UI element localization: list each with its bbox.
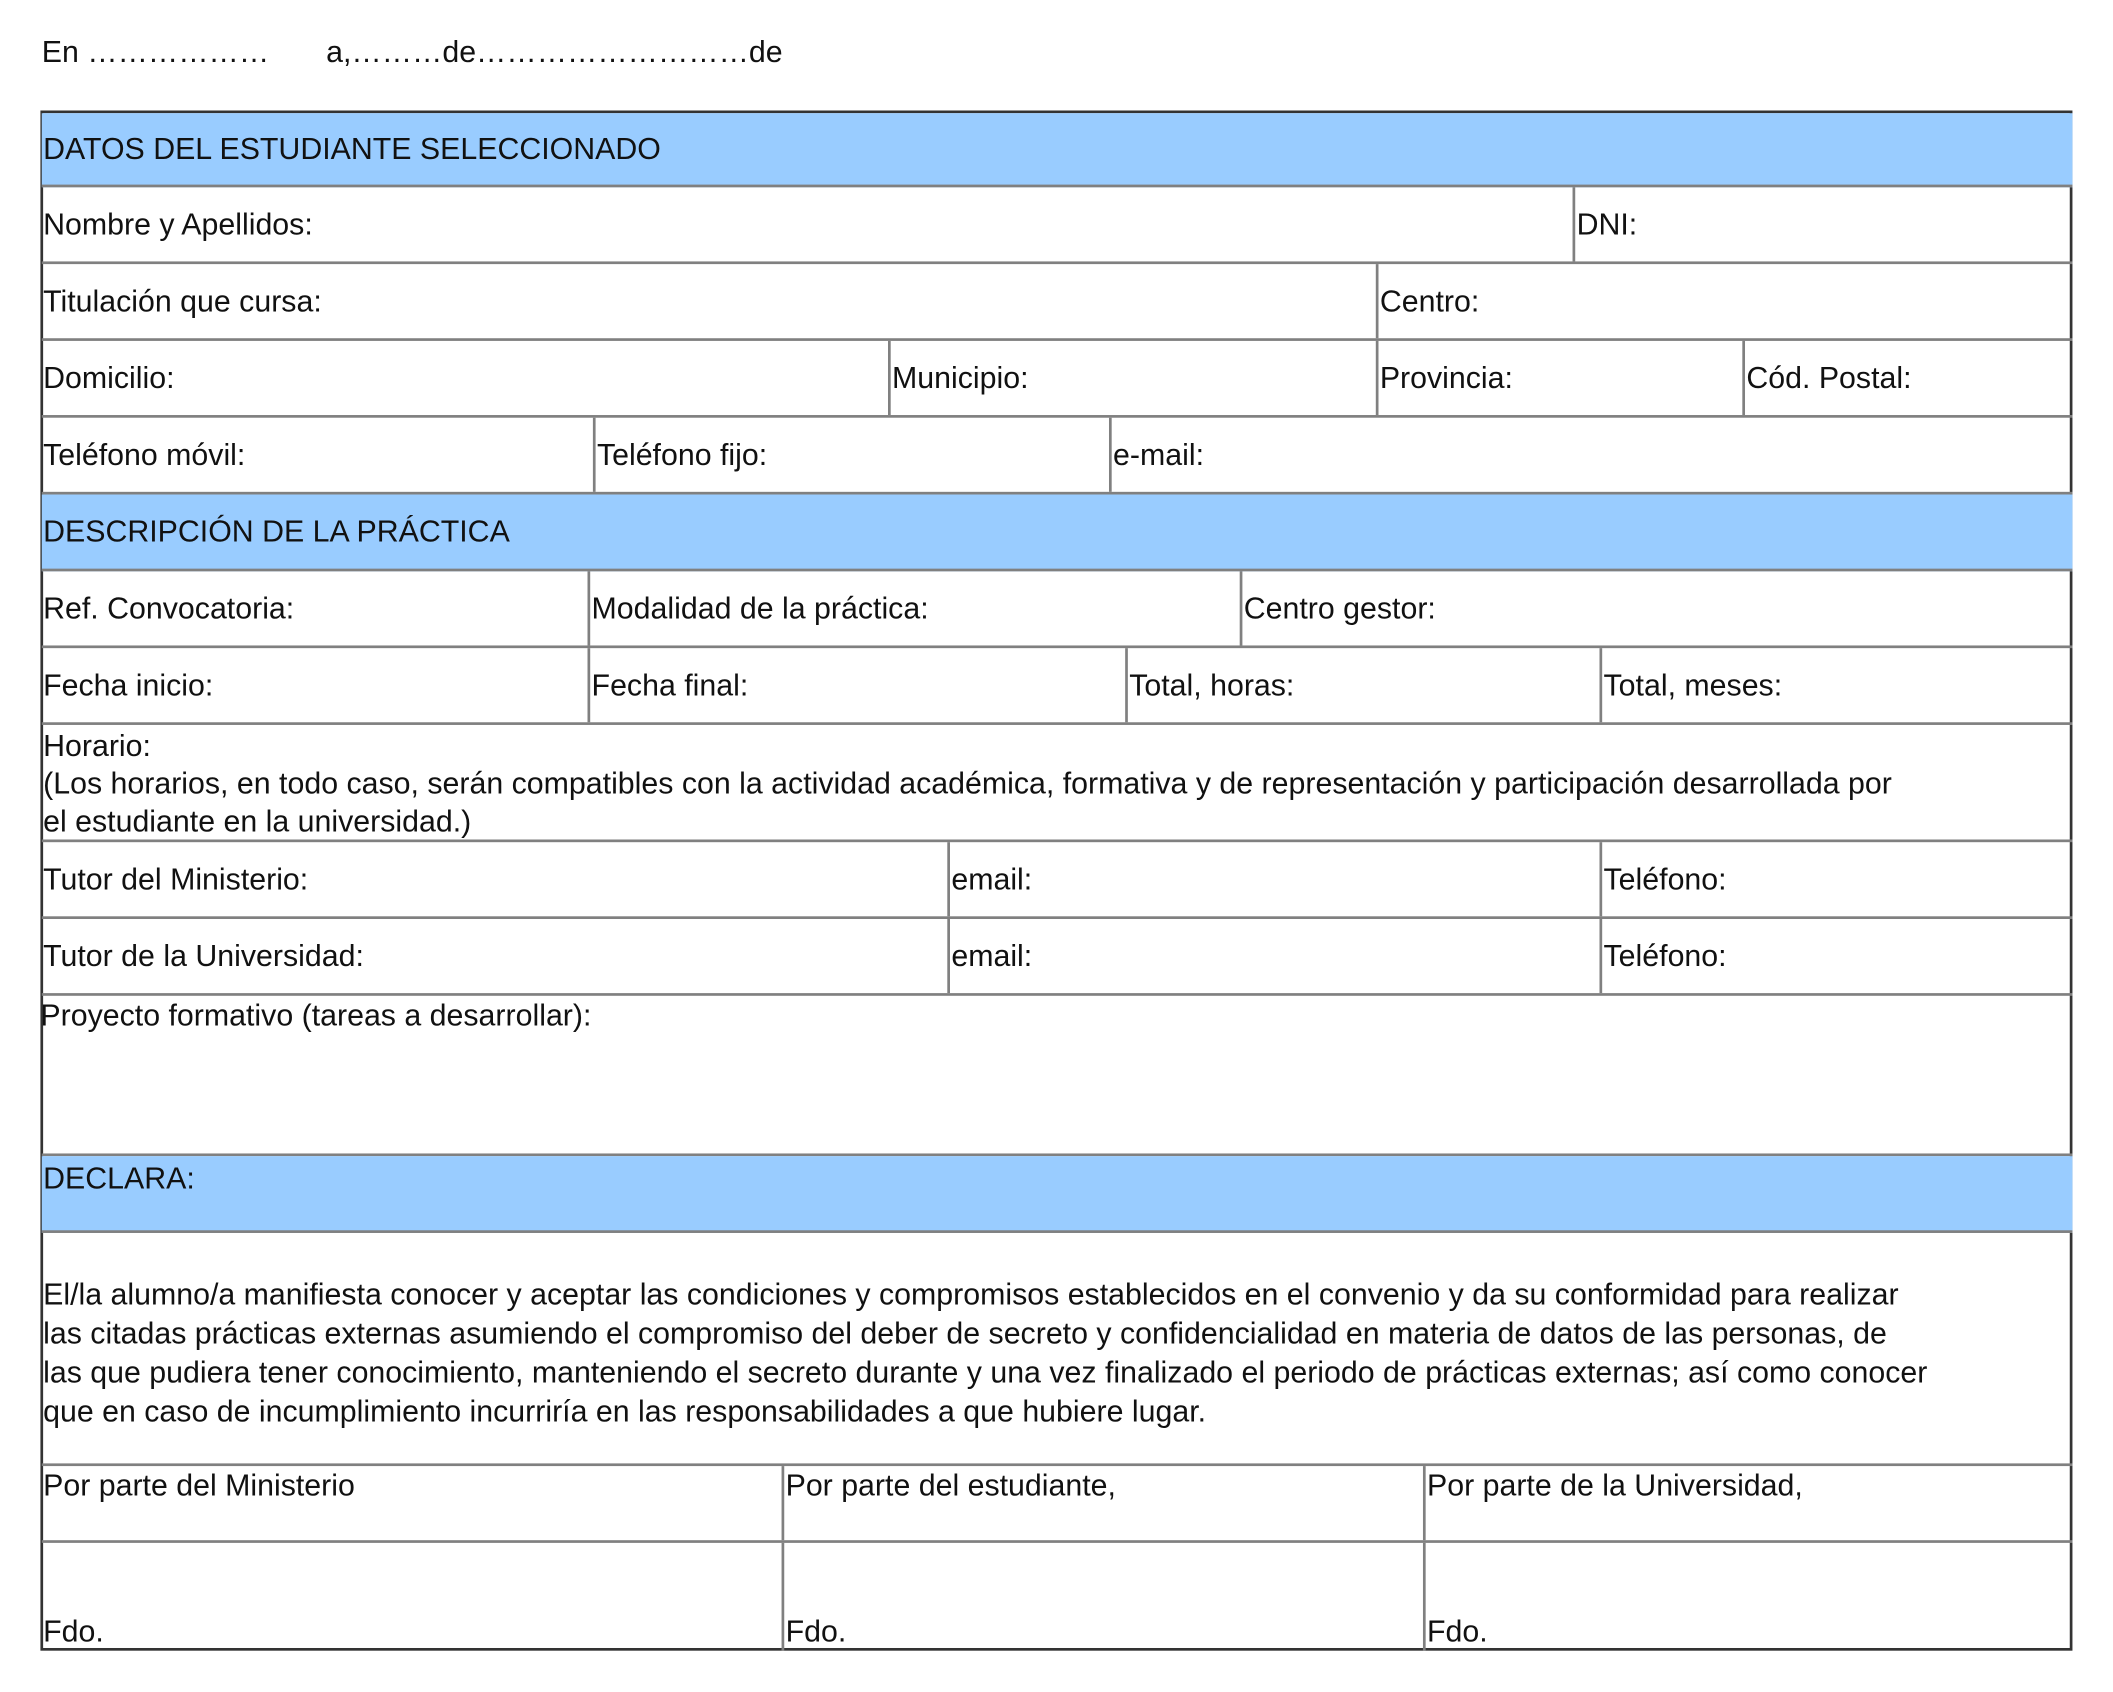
row-dates xyxy=(42,648,2073,725)
field-fijo[interactable]: Teléfono fijo: xyxy=(593,418,1109,492)
declaration-text xyxy=(43,1275,2074,1431)
horario-note: (Los horarios, en todo caso, serán compatibles con la actividad académica, formativa y de representación y participación desarrollada por xyxy=(43,766,1892,801)
field-centro[interactable]: Centro: xyxy=(1376,264,2073,338)
field-modalidad[interactable]: Modalidad de la práctica: xyxy=(588,571,1240,645)
section-header-student xyxy=(42,113,2073,187)
signature-field-universidad[interactable]: Fdo. xyxy=(1423,1543,2072,1651)
row-degree xyxy=(42,264,2073,341)
field-tutor-ministerio-telefono[interactable]: Teléfono: xyxy=(1599,842,2072,916)
field-total-meses[interactable]: Total, meses: xyxy=(1599,648,2072,722)
field-tutor-universidad-email[interactable]: email: xyxy=(947,919,1599,993)
field-nombre[interactable]: Nombre y Apellidos: xyxy=(43,206,313,241)
row-signatures xyxy=(42,1543,2073,1651)
field-total-horas[interactable]: Total, horas: xyxy=(1125,648,1599,722)
row-tutor-ministerio xyxy=(42,842,2073,919)
field-tutor-universidad[interactable]: Tutor de la Universidad: xyxy=(43,938,364,973)
field-movil[interactable]: Teléfono móvil: xyxy=(43,437,246,471)
horario-label: Horario: xyxy=(43,728,151,763)
field-tutor-ministerio-email[interactable]: email: xyxy=(947,842,1599,916)
signature-field-estudiante[interactable]: Fdo. xyxy=(782,1543,1423,1651)
row-tutor-universidad xyxy=(42,919,2073,996)
row-horario[interactable] xyxy=(42,725,2073,842)
row-phones xyxy=(42,418,2073,495)
field-codigo-postal[interactable]: Cód. Postal: xyxy=(1742,341,2072,415)
horario-note: el estudiante en la universidad.) xyxy=(43,804,472,839)
section-title: DECLARA: xyxy=(43,1161,195,1196)
row-name xyxy=(42,187,2073,264)
row-signature-labels xyxy=(42,1466,2073,1543)
field-titulacion[interactable]: Titulación que cursa: xyxy=(43,283,322,318)
declaration-line: El/la alumno/a manifiesta conocer y aceptar las condiciones y compromisos establecidos en el convenio y da su conformidad para realizar xyxy=(43,1277,1899,1312)
signature-label-ministerio: Por parte del Ministerio xyxy=(43,1468,355,1503)
signature-field-ministerio[interactable]: Fdo. xyxy=(43,1614,104,1648)
declaration-line: las que pudiera tener conocimiento, manteniendo el secreto durante y una vez finalizado el periodo de prácticas externas; así como conocer xyxy=(43,1355,1928,1390)
section-header-practice xyxy=(42,495,2073,572)
row-proyecto[interactable] xyxy=(42,996,2073,1156)
field-ref-convocatoria[interactable]: Ref. Convocatoria: xyxy=(43,590,295,625)
section-title: DESCRIPCIÓN DE LA PRÁCTICA xyxy=(43,514,510,548)
signature-label-estudiante: Por parte del estudiante, xyxy=(782,1466,1423,1540)
field-dni[interactable]: DNI: xyxy=(1573,187,2073,261)
row-declaration xyxy=(42,1233,2073,1466)
signature-label-universidad: Por parte de la Universidad, xyxy=(1423,1466,2072,1540)
field-provincia[interactable]: Provincia: xyxy=(1376,341,1743,415)
row-ref xyxy=(42,571,2073,648)
field-fecha-inicio[interactable]: Fecha inicio: xyxy=(43,667,214,702)
field-domicilio[interactable]: Domicilio: xyxy=(43,360,175,395)
field-tutor-ministerio[interactable]: Tutor del Ministerio: xyxy=(43,861,309,896)
field-centro-gestor[interactable]: Centro gestor: xyxy=(1240,571,2073,645)
declaration-line: las citadas prácticas externas asumiendo el compromiso del deber de secreto y confidencialidad en materia de datos de las personas, de xyxy=(43,1316,1887,1351)
proyecto-label: Proyecto formativo (tareas a desarrollar): xyxy=(40,998,592,1033)
field-municipio[interactable]: Municipio: xyxy=(888,341,1376,415)
date-place: En ……………… xyxy=(41,35,270,69)
declaration-line: que en caso de incumplimiento incurriría en las responsabilidades a que hubiere lugar. xyxy=(43,1394,1207,1429)
row-address xyxy=(42,341,2073,418)
date-line: a,………de………………………de xyxy=(326,35,783,69)
field-email[interactable]: e-mail: xyxy=(1109,418,2072,492)
field-tutor-universidad-telefono[interactable]: Teléfono: xyxy=(1599,919,2072,993)
section-title: DATOS DEL ESTUDIANTE SELECCIONADO xyxy=(43,131,661,166)
field-fecha-final[interactable]: Fecha final: xyxy=(588,648,1126,722)
section-header-declara xyxy=(42,1156,2073,1233)
